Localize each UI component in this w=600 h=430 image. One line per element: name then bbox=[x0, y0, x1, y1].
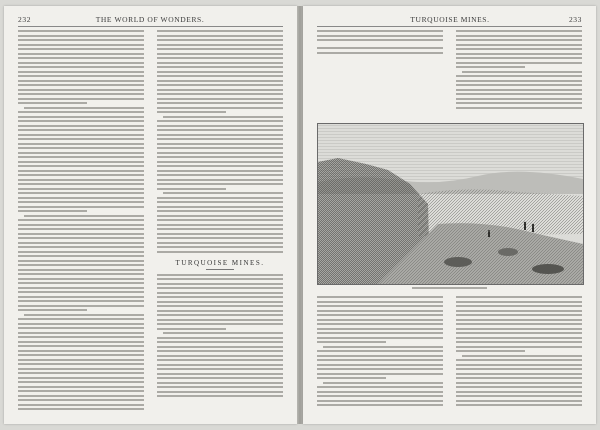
text-line bbox=[317, 373, 443, 375]
text-line bbox=[157, 314, 283, 316]
text-line bbox=[317, 337, 443, 339]
text-line bbox=[157, 323, 283, 325]
text-line bbox=[456, 53, 582, 55]
text-line bbox=[456, 102, 582, 104]
text-line bbox=[157, 283, 283, 285]
text-line bbox=[462, 71, 582, 73]
text-line bbox=[157, 120, 283, 122]
text-line bbox=[18, 237, 144, 239]
text-line bbox=[157, 386, 283, 388]
text-line bbox=[18, 273, 144, 275]
text-line bbox=[18, 381, 144, 383]
text-line bbox=[157, 30, 283, 32]
left-page bbox=[4, 6, 297, 424]
text-line bbox=[456, 301, 582, 303]
text-line bbox=[456, 341, 582, 343]
text-line bbox=[18, 89, 144, 91]
text-line bbox=[18, 264, 144, 266]
text-line bbox=[157, 310, 283, 312]
text-line bbox=[18, 39, 144, 41]
text-line bbox=[18, 201, 144, 203]
running-head bbox=[317, 13, 582, 25]
text-line bbox=[18, 354, 144, 356]
text-line bbox=[456, 48, 582, 50]
text-line bbox=[157, 242, 283, 244]
text-line bbox=[456, 66, 525, 68]
text-line bbox=[157, 75, 283, 77]
text-line bbox=[157, 219, 283, 221]
text-line bbox=[18, 296, 144, 298]
text-line bbox=[18, 192, 144, 194]
text-line bbox=[317, 305, 443, 307]
mine-illustration bbox=[317, 123, 584, 285]
text-line bbox=[157, 237, 283, 239]
text-line bbox=[18, 120, 144, 122]
text-line bbox=[18, 102, 87, 104]
text-line bbox=[157, 233, 283, 235]
text-line bbox=[157, 57, 283, 59]
header-rule bbox=[18, 26, 283, 27]
text-line bbox=[317, 350, 443, 352]
text-line bbox=[18, 174, 144, 176]
text-line bbox=[18, 386, 144, 388]
text-line bbox=[18, 336, 144, 338]
text-line bbox=[157, 364, 283, 366]
text-line bbox=[157, 337, 283, 339]
text-line bbox=[157, 319, 283, 321]
text-line bbox=[18, 30, 144, 32]
text-line bbox=[456, 305, 582, 307]
text-line bbox=[157, 170, 283, 172]
text-line bbox=[157, 174, 283, 176]
text-line bbox=[18, 260, 144, 262]
text-line bbox=[157, 246, 283, 248]
text-line bbox=[18, 147, 144, 149]
text-line bbox=[18, 327, 144, 329]
text-line bbox=[456, 350, 525, 352]
text-column-1 bbox=[317, 30, 443, 56]
text-line bbox=[157, 71, 283, 73]
text-line bbox=[18, 395, 144, 397]
text-line bbox=[317, 35, 443, 37]
text-column-1 bbox=[18, 30, 144, 413]
text-line bbox=[456, 80, 582, 82]
text-line bbox=[18, 323, 144, 325]
text-line bbox=[456, 391, 582, 393]
text-column-3 bbox=[317, 296, 443, 409]
text-line bbox=[18, 399, 144, 401]
text-line bbox=[157, 350, 283, 352]
text-line bbox=[157, 152, 283, 154]
book-spread bbox=[4, 6, 596, 424]
text-line bbox=[157, 44, 283, 46]
mine-engraving bbox=[318, 124, 583, 284]
text-line bbox=[18, 291, 144, 293]
text-line bbox=[157, 228, 283, 230]
text-line bbox=[18, 206, 144, 208]
text-line bbox=[18, 84, 144, 86]
text-line bbox=[18, 93, 144, 95]
text-line bbox=[18, 246, 144, 248]
text-line bbox=[157, 143, 283, 145]
text-line bbox=[317, 341, 386, 343]
text-line bbox=[157, 102, 283, 104]
text-line bbox=[18, 404, 144, 406]
text-line bbox=[317, 47, 443, 49]
text-line bbox=[157, 210, 283, 212]
text-line bbox=[18, 75, 144, 77]
text-line bbox=[456, 314, 582, 316]
running-head bbox=[18, 13, 283, 25]
text-line bbox=[317, 377, 386, 379]
text-line bbox=[157, 165, 283, 167]
text-line bbox=[456, 310, 582, 312]
text-line bbox=[18, 332, 144, 334]
illustration-caption bbox=[317, 287, 582, 289]
text-line bbox=[157, 98, 283, 100]
text-line bbox=[157, 89, 283, 91]
text-line bbox=[18, 197, 144, 199]
text-line bbox=[317, 359, 443, 361]
text-line bbox=[317, 52, 443, 54]
text-line bbox=[456, 323, 582, 325]
text-line bbox=[157, 274, 283, 276]
text-line bbox=[157, 62, 283, 64]
text-line bbox=[18, 251, 144, 253]
text-line bbox=[18, 269, 144, 271]
text-line bbox=[18, 210, 87, 212]
text-line bbox=[18, 35, 144, 37]
text-line bbox=[456, 75, 582, 77]
text-line bbox=[18, 390, 144, 392]
text-line bbox=[456, 319, 582, 321]
text-line bbox=[18, 228, 144, 230]
text-line bbox=[18, 309, 87, 311]
text-line bbox=[157, 377, 283, 379]
text-line bbox=[157, 251, 283, 253]
text-line bbox=[18, 53, 144, 55]
text-line bbox=[456, 368, 582, 370]
text-line bbox=[157, 35, 283, 37]
text-line bbox=[18, 48, 144, 50]
text-line bbox=[157, 224, 283, 226]
text-line bbox=[317, 355, 443, 357]
text-line bbox=[462, 355, 582, 357]
text-line bbox=[157, 305, 283, 307]
text-line bbox=[18, 134, 144, 136]
text-line bbox=[157, 129, 283, 131]
text-line bbox=[456, 89, 582, 91]
text-line bbox=[157, 66, 283, 68]
text-line bbox=[18, 318, 144, 320]
text-line bbox=[456, 386, 582, 388]
text-line bbox=[456, 328, 582, 330]
text-line bbox=[456, 395, 582, 397]
text-line bbox=[157, 355, 283, 357]
text-line bbox=[157, 183, 283, 185]
text-line bbox=[18, 183, 144, 185]
text-line bbox=[157, 156, 283, 158]
text-line bbox=[317, 400, 443, 402]
text-line bbox=[18, 408, 144, 410]
text-line bbox=[18, 377, 144, 379]
right-page bbox=[303, 6, 596, 424]
text-line bbox=[157, 373, 283, 375]
text-line bbox=[157, 359, 283, 361]
text-line bbox=[157, 48, 283, 50]
text-column-2 bbox=[456, 30, 582, 111]
text-line bbox=[456, 337, 582, 339]
text-line bbox=[18, 341, 144, 343]
text-line bbox=[18, 170, 144, 172]
text-line bbox=[18, 287, 144, 289]
text-line bbox=[157, 111, 226, 113]
text-line bbox=[456, 359, 582, 361]
text-column-4 bbox=[456, 296, 582, 409]
text-line bbox=[456, 35, 582, 37]
text-line bbox=[456, 364, 582, 366]
text-line bbox=[456, 332, 582, 334]
text-line bbox=[317, 30, 443, 32]
text-line bbox=[24, 314, 144, 316]
text-line bbox=[18, 219, 144, 221]
text-line bbox=[18, 345, 144, 347]
text-line bbox=[18, 368, 144, 370]
text-line bbox=[18, 57, 144, 59]
text-line bbox=[456, 404, 582, 406]
text-line bbox=[157, 215, 283, 217]
text-line bbox=[317, 314, 443, 316]
text-line bbox=[317, 364, 443, 366]
text-line bbox=[157, 179, 283, 181]
text-line bbox=[18, 152, 144, 154]
text-line bbox=[456, 84, 582, 86]
text-line bbox=[317, 332, 443, 334]
text-line bbox=[317, 368, 443, 370]
text-line bbox=[18, 372, 144, 374]
text-line bbox=[18, 125, 144, 127]
text-line bbox=[157, 287, 283, 289]
text-line bbox=[456, 98, 582, 100]
section-heading: TURQUOISE MINES. bbox=[175, 258, 265, 267]
text-line bbox=[157, 84, 283, 86]
text-line bbox=[157, 107, 283, 109]
running-title: TURQUOISE MINES. bbox=[410, 14, 490, 24]
text-line bbox=[317, 323, 443, 325]
text-line bbox=[157, 328, 226, 330]
text-line bbox=[18, 255, 144, 257]
text-line bbox=[317, 404, 443, 406]
text-line bbox=[18, 350, 144, 352]
text-line bbox=[18, 188, 144, 190]
text-line bbox=[317, 296, 443, 298]
text-line bbox=[317, 310, 443, 312]
text-line bbox=[157, 188, 226, 190]
text-line bbox=[456, 382, 582, 384]
text-line bbox=[18, 233, 144, 235]
text-line bbox=[157, 382, 283, 384]
text-line bbox=[456, 30, 582, 32]
text-line bbox=[456, 44, 582, 46]
text-line bbox=[456, 373, 582, 375]
text-line bbox=[18, 165, 144, 167]
text-line bbox=[18, 179, 144, 181]
text-line bbox=[456, 296, 582, 298]
text-line bbox=[18, 363, 144, 365]
text-line bbox=[157, 341, 283, 343]
heading-rule bbox=[206, 269, 234, 270]
text-line bbox=[24, 107, 144, 109]
text-line bbox=[323, 382, 443, 384]
text-line bbox=[323, 346, 443, 348]
text-line bbox=[456, 400, 582, 402]
text-line bbox=[157, 125, 283, 127]
text-line bbox=[157, 346, 283, 348]
text-line bbox=[317, 328, 443, 330]
text-line bbox=[317, 395, 443, 397]
text-column-2 bbox=[157, 30, 283, 400]
text-line bbox=[18, 44, 144, 46]
text-line bbox=[456, 57, 582, 59]
text-line bbox=[317, 391, 443, 393]
text-line bbox=[157, 39, 283, 41]
text-line bbox=[317, 319, 443, 321]
page-number: 233 bbox=[568, 14, 582, 24]
text-line bbox=[157, 201, 283, 203]
text-line bbox=[163, 116, 283, 118]
text-line bbox=[317, 39, 443, 41]
text-line bbox=[18, 111, 144, 113]
text-line bbox=[157, 278, 283, 280]
text-line bbox=[157, 53, 283, 55]
text-line bbox=[18, 138, 144, 140]
text-line bbox=[456, 39, 582, 41]
text-line bbox=[18, 129, 144, 131]
text-line bbox=[157, 147, 283, 149]
text-line bbox=[18, 224, 144, 226]
text-line bbox=[18, 143, 144, 145]
text-line bbox=[157, 292, 283, 294]
text-line bbox=[157, 138, 283, 140]
text-line bbox=[157, 368, 283, 370]
text-line bbox=[157, 391, 283, 393]
text-line bbox=[157, 301, 283, 303]
text-line bbox=[163, 192, 283, 194]
page-number: 232 bbox=[18, 14, 32, 24]
text-line bbox=[163, 332, 283, 334]
text-line bbox=[18, 66, 144, 68]
text-line bbox=[157, 296, 283, 298]
text-line bbox=[157, 206, 283, 208]
text-line bbox=[317, 301, 443, 303]
text-line bbox=[317, 386, 443, 388]
text-line bbox=[18, 156, 144, 158]
text-line bbox=[18, 116, 144, 118]
text-line bbox=[18, 161, 144, 163]
text-line bbox=[456, 377, 582, 379]
text-line bbox=[456, 62, 582, 64]
text-line bbox=[18, 80, 144, 82]
text-line bbox=[157, 80, 283, 82]
running-title: THE WORLD OF WONDERS. bbox=[95, 14, 205, 24]
text-line bbox=[456, 93, 582, 95]
text-line bbox=[18, 282, 144, 284]
text-line bbox=[18, 62, 144, 64]
text-line bbox=[157, 93, 283, 95]
text-line bbox=[18, 71, 144, 73]
text-line bbox=[18, 278, 144, 280]
text-line bbox=[18, 242, 144, 244]
text-line bbox=[18, 300, 144, 302]
text-line bbox=[18, 305, 144, 307]
text-line bbox=[18, 98, 144, 100]
text-line bbox=[157, 161, 283, 163]
text-line bbox=[456, 107, 582, 109]
text-line bbox=[456, 346, 582, 348]
text-line bbox=[157, 197, 283, 199]
text-line bbox=[18, 359, 144, 361]
text-line bbox=[157, 395, 283, 397]
header-rule bbox=[317, 26, 582, 27]
text-line bbox=[24, 215, 144, 217]
text-line bbox=[157, 134, 283, 136]
